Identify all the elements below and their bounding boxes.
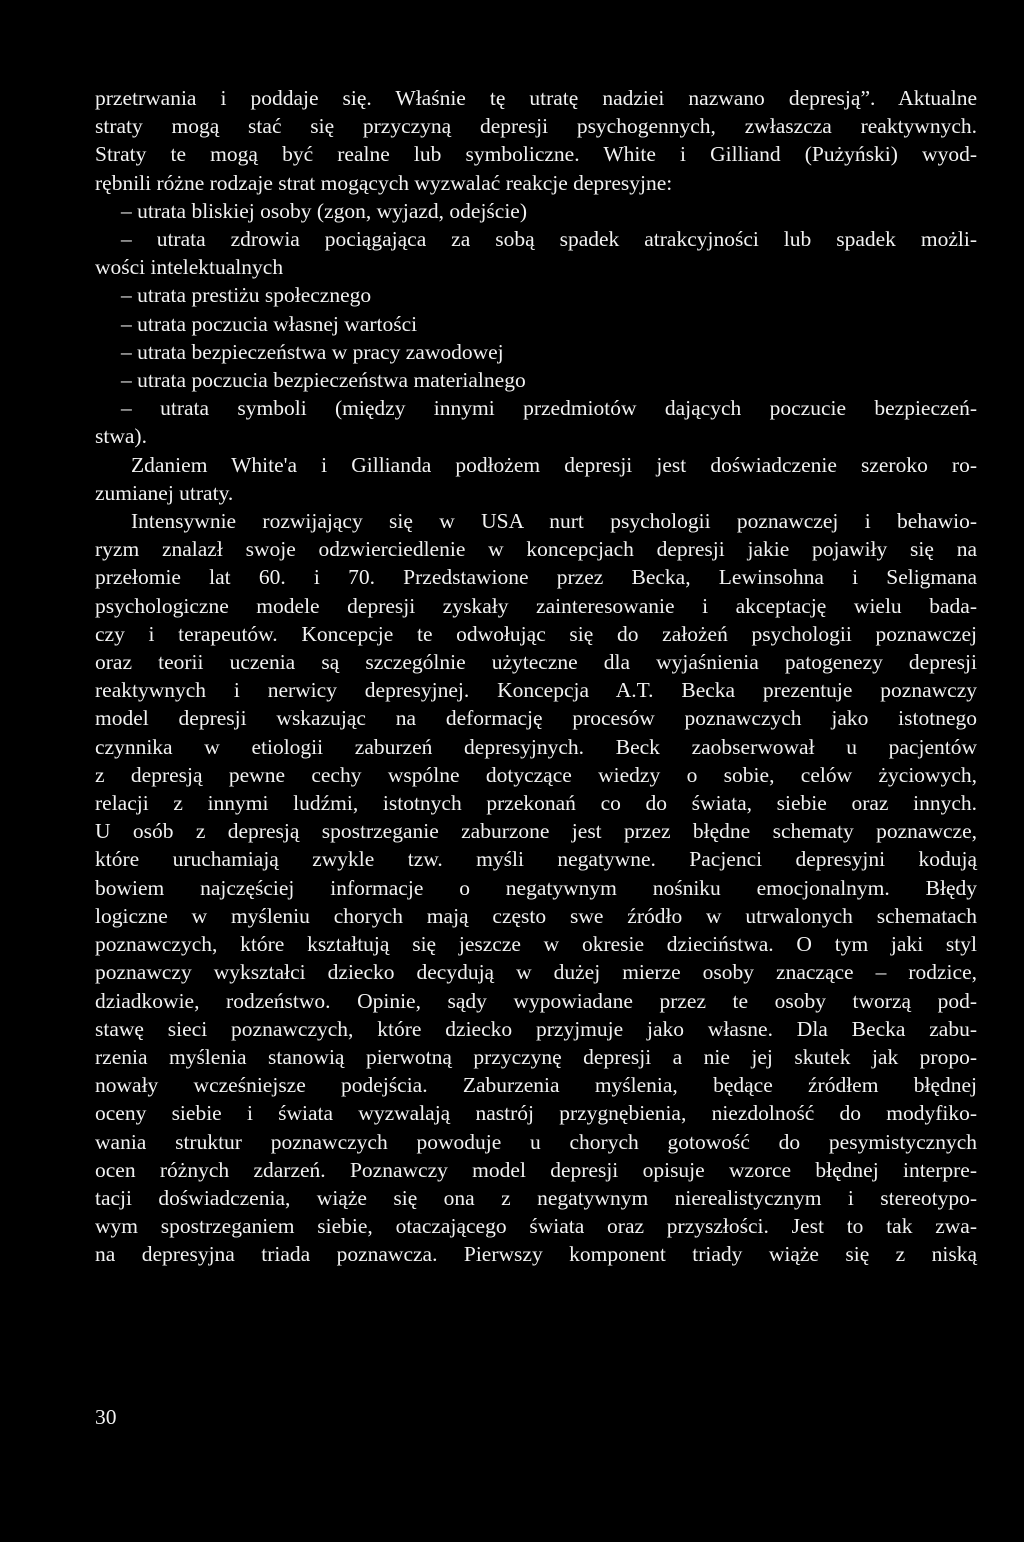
text-line: – utrata poczucia własnej wartości xyxy=(121,311,418,336)
text-line: wym spostrzeganiem siebie, otaczającego świata oraz przyszłości. Jest to tak zwa- xyxy=(95,1214,977,1239)
text-line: wania struktur poznawczych powoduje u chorych gotowość do pesymistycznych xyxy=(95,1129,977,1154)
text-line: Zdaniem White'a i Gillianda podłożem depresji jest doświadczenie szeroko ro- xyxy=(131,452,977,477)
text-line: rębnili różne rodzaje strat mogących wyzwalać reakcje depresyjne: xyxy=(95,170,673,195)
text-line: które uruchamiają zwykle tzw. myśli negatywne. Pacjenci depresyjni kodują xyxy=(95,847,977,872)
text-line: czynnika w etiologii zaburzeń depresyjnych. Beck zaobserwował u pacjentów xyxy=(95,734,977,759)
text-line: – utrata prestiżu społecznego xyxy=(121,283,372,308)
text-line: tacji doświadczenia, wiąże się ona z negatywnym nierealistycznym i stereotypo- xyxy=(95,1185,977,1210)
text-line: – utrata poczucia bezpieczeństwa materialnego xyxy=(121,368,526,393)
page-number: 30 xyxy=(95,1405,117,1429)
text-line: dziadkowie, rodzeństwo. Opinie, sądy wypowiadane przez te osoby tworzą pod- xyxy=(95,988,977,1013)
text-line: stwa). xyxy=(95,424,147,449)
text-line: na depresyjna triada poznawcza. Pierwszy komponent triady wiąże się z niską xyxy=(95,1242,977,1267)
text-line: stawę sieci poznawczych, które dziecko przyjmuje jako własne. Dla Becka zabu- xyxy=(95,1016,977,1041)
text-line: oceny siebie i świata wyzwalają nastrój przygnębienia, niezdolność do modyfiko- xyxy=(95,1101,977,1126)
text-line: logiczne w myśleniu chorych mają często swe źródło w utrwalonych schematach xyxy=(95,903,977,928)
text-line: przełomie lat 60. i 70. Przedstawione przez Becka, Lewinsohna i Seligmana xyxy=(95,565,977,590)
text-line: z depresją pewne cechy wspólne dotyczące wiedzy o sobie, celów życiowych, xyxy=(95,762,977,787)
text-line: relacji z innymi ludźmi, istotnych przekonań co do świata, siebie oraz innych. xyxy=(95,791,977,816)
text-line: U osób z depresją spostrzeganie zaburzone jest przez błędne schematy poznawcze, xyxy=(95,819,977,844)
text-line: ocen różnych zdarzeń. Poznawczy model depresji opisuje wzorce błędnej interpre- xyxy=(95,1157,977,1182)
text-line: przetrwania i poddaje się. Właśnie tę utratę nadziei nazwano depresją”. Aktualne xyxy=(95,86,977,110)
text-line: – utrata bezpieczeństwa w pracy zawodowej xyxy=(121,339,504,364)
text-line: reaktywnych i nerwicy depresyjnej. Koncepcja A.T. Becka prezentuje poznawczy xyxy=(95,678,977,703)
text-line: nowały wcześniejsze podejścia. Zaburzenia myślenia, będące źródłem błędnej xyxy=(95,1073,977,1098)
text-line: ryzm znalazł swoje odzwierciedlenie w koncepcjach depresji jakie pojawiły się na xyxy=(95,537,977,562)
text-line: psychologiczne modele depresji zyskały zainteresowanie i akceptację wielu bada- xyxy=(95,593,977,618)
text-line: – utrata symboli (między innymi przedmiotów dających poczucie bezpieczeń- xyxy=(121,396,977,421)
text-line: czy i terapeutów. Koncepcje te odwołując się do założeń psychologii poznawczej xyxy=(95,621,977,646)
text-line: – utrata zdrowia pociągająca za sobą spadek atrakcyjności lub spadek możli- xyxy=(121,227,977,252)
text-line: – utrata bliskiej osoby (zgon, wyjazd, odejście) xyxy=(121,198,528,223)
text-line: bowiem najczęściej informacje o negatywnym nośniku emocjonalnym. Błędy xyxy=(95,875,977,900)
text-line: poznawczych, które kształtują się jeszcze w okresie dzieciństwa. O tym jaki styl xyxy=(95,932,977,957)
text-line: oraz teorii uczenia są szczególnie użyteczne dla wyjaśnienia patogenezy depresji xyxy=(95,650,977,675)
page-body xyxy=(95,84,977,1269)
text-line: straty mogą stać się przyczyną depresji psychogennych, zwłaszcza reaktywnych. xyxy=(95,114,977,139)
text-line: model depresji wskazując na deformację procesów poznawczych jako istotnego xyxy=(95,706,977,731)
text-line: rzenia myślenia stanowią pierwotną przyczynę depresji a nie jej skutek jak propo- xyxy=(95,1044,977,1069)
text-line: Straty te mogą być realne lub symboliczne. White i Gilliand (Pużyński) wyod- xyxy=(95,142,977,167)
text-line: Intensywnie rozwijający się w USA nurt psychologii poznawczej i behawio- xyxy=(131,509,977,534)
text-line: poznawczy wykształci dziecko decydują w dużej mierze osoby znaczące – rodzice, xyxy=(95,960,977,985)
text-line: zumianej utraty. xyxy=(95,480,234,505)
text-line: wości intelektualnych xyxy=(95,255,284,280)
